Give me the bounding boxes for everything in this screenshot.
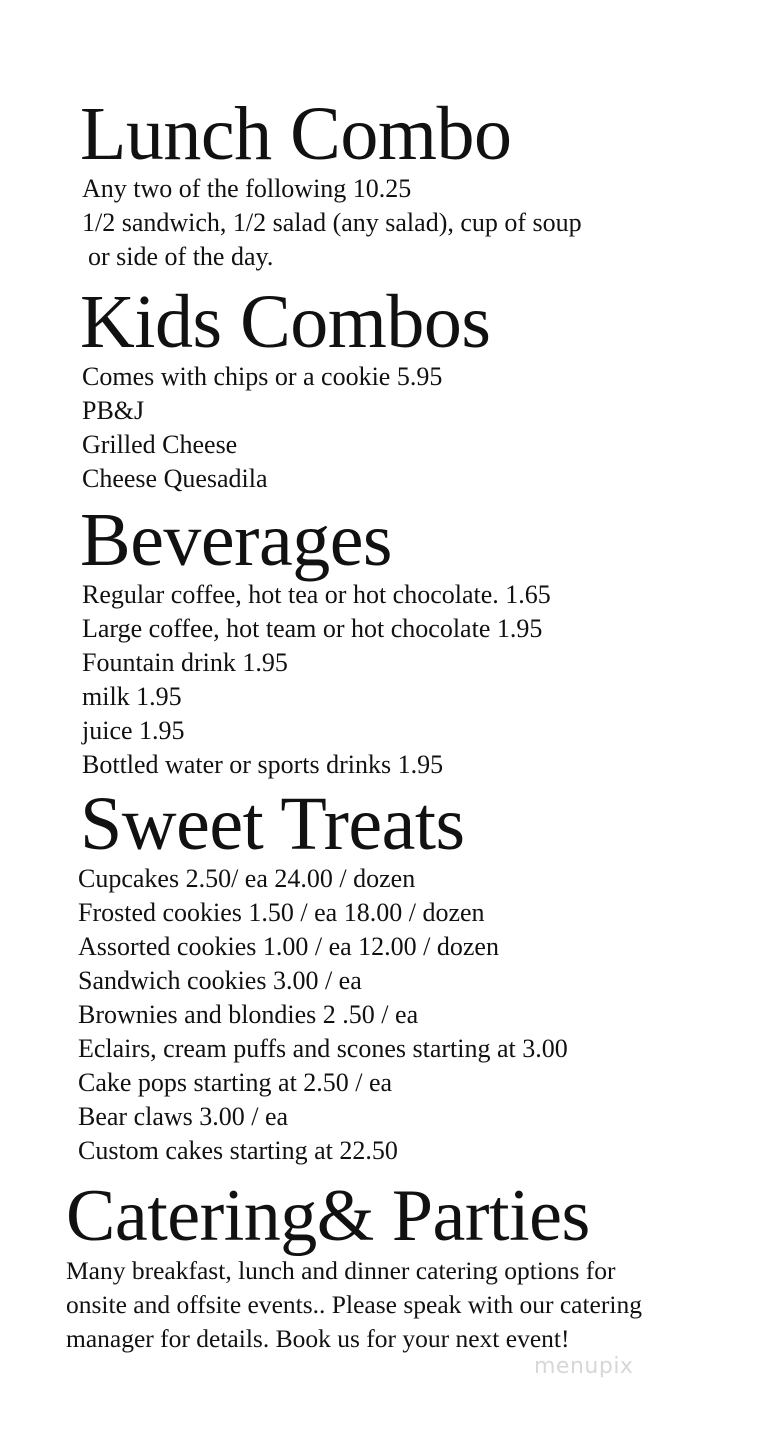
sweet-treats-line: Cake pops starting at 2.50 / ea — [78, 1068, 393, 1097]
sweet-treats-line: Bear claws 3.00 / ea — [78, 1102, 289, 1131]
beverages-line: Large coffee, hot team or hot chocolate 1.95 — [82, 614, 543, 643]
catering-line: manager for details. Book us for your next event! — [66, 1324, 570, 1353]
sweet-treats-line: Eclairs, cream puffs and scones starting at 3.00 — [78, 1034, 568, 1063]
kids-combos-line: Comes with chips or a cookie 5.95 — [82, 362, 443, 391]
kids-combos-section — [80, 280, 768, 496]
lunch-combo-heading: Lunch Combo — [80, 92, 512, 176]
kids-combos-line: Grilled Cheese — [82, 430, 238, 459]
lunch-combo-line: or side of the day. — [88, 242, 274, 271]
beverages-line: Bottled water or sports drinks 1.95 — [82, 750, 444, 779]
sweet-treats-section — [78, 782, 768, 1168]
sweet-treats-line: Sandwich cookies 3.00 / ea — [78, 966, 362, 995]
kids-combos-heading: Kids Combos — [80, 280, 491, 364]
kids-combos-line: Cheese Quesadila — [82, 464, 268, 493]
beverages-section — [80, 498, 768, 782]
sweet-treats-heading: Sweet Treats — [80, 782, 465, 866]
sweet-treats-line: Cupcakes 2.50/ ea 24.00 / dozen — [78, 864, 416, 893]
catering-line: onsite and offsite events.. Please speak with our catering — [66, 1290, 642, 1319]
beverages-line: Fountain drink 1.95 — [82, 648, 288, 677]
lunch-combo-line: 1/2 sandwich, 1/2 salad (any salad), cup of soup — [82, 208, 582, 237]
lunch-combo-line: Any two of the following 10.25 — [82, 174, 412, 203]
catering-heading: Catering& Parties — [66, 1175, 590, 1257]
kids-combos-line: PB&J — [82, 396, 145, 425]
beverages-heading: Beverages — [80, 498, 393, 582]
sweet-treats-line: Brownies and blondies 2 .50 / ea — [78, 1000, 419, 1029]
beverages-line: Regular coffee, hot tea or hot chocolate. 1.65 — [82, 580, 551, 609]
beverages-line: juice 1.95 — [82, 716, 185, 745]
sweet-treats-line: Assorted cookies 1.00 / ea 12.00 / dozen — [78, 932, 499, 961]
watermark: menupix — [534, 1354, 634, 1379]
sweet-treats-line: Frosted cookies 1.50 / ea 18.00 / dozen — [78, 898, 485, 927]
catering-section — [66, 1175, 768, 1356]
lunch-combo-section — [80, 92, 768, 274]
sweet-treats-line: Custom cakes starting at 22.50 — [78, 1136, 398, 1165]
beverages-line: milk 1.95 — [82, 682, 182, 711]
catering-line: Many breakfast, lunch and dinner catering options for — [66, 1256, 616, 1285]
